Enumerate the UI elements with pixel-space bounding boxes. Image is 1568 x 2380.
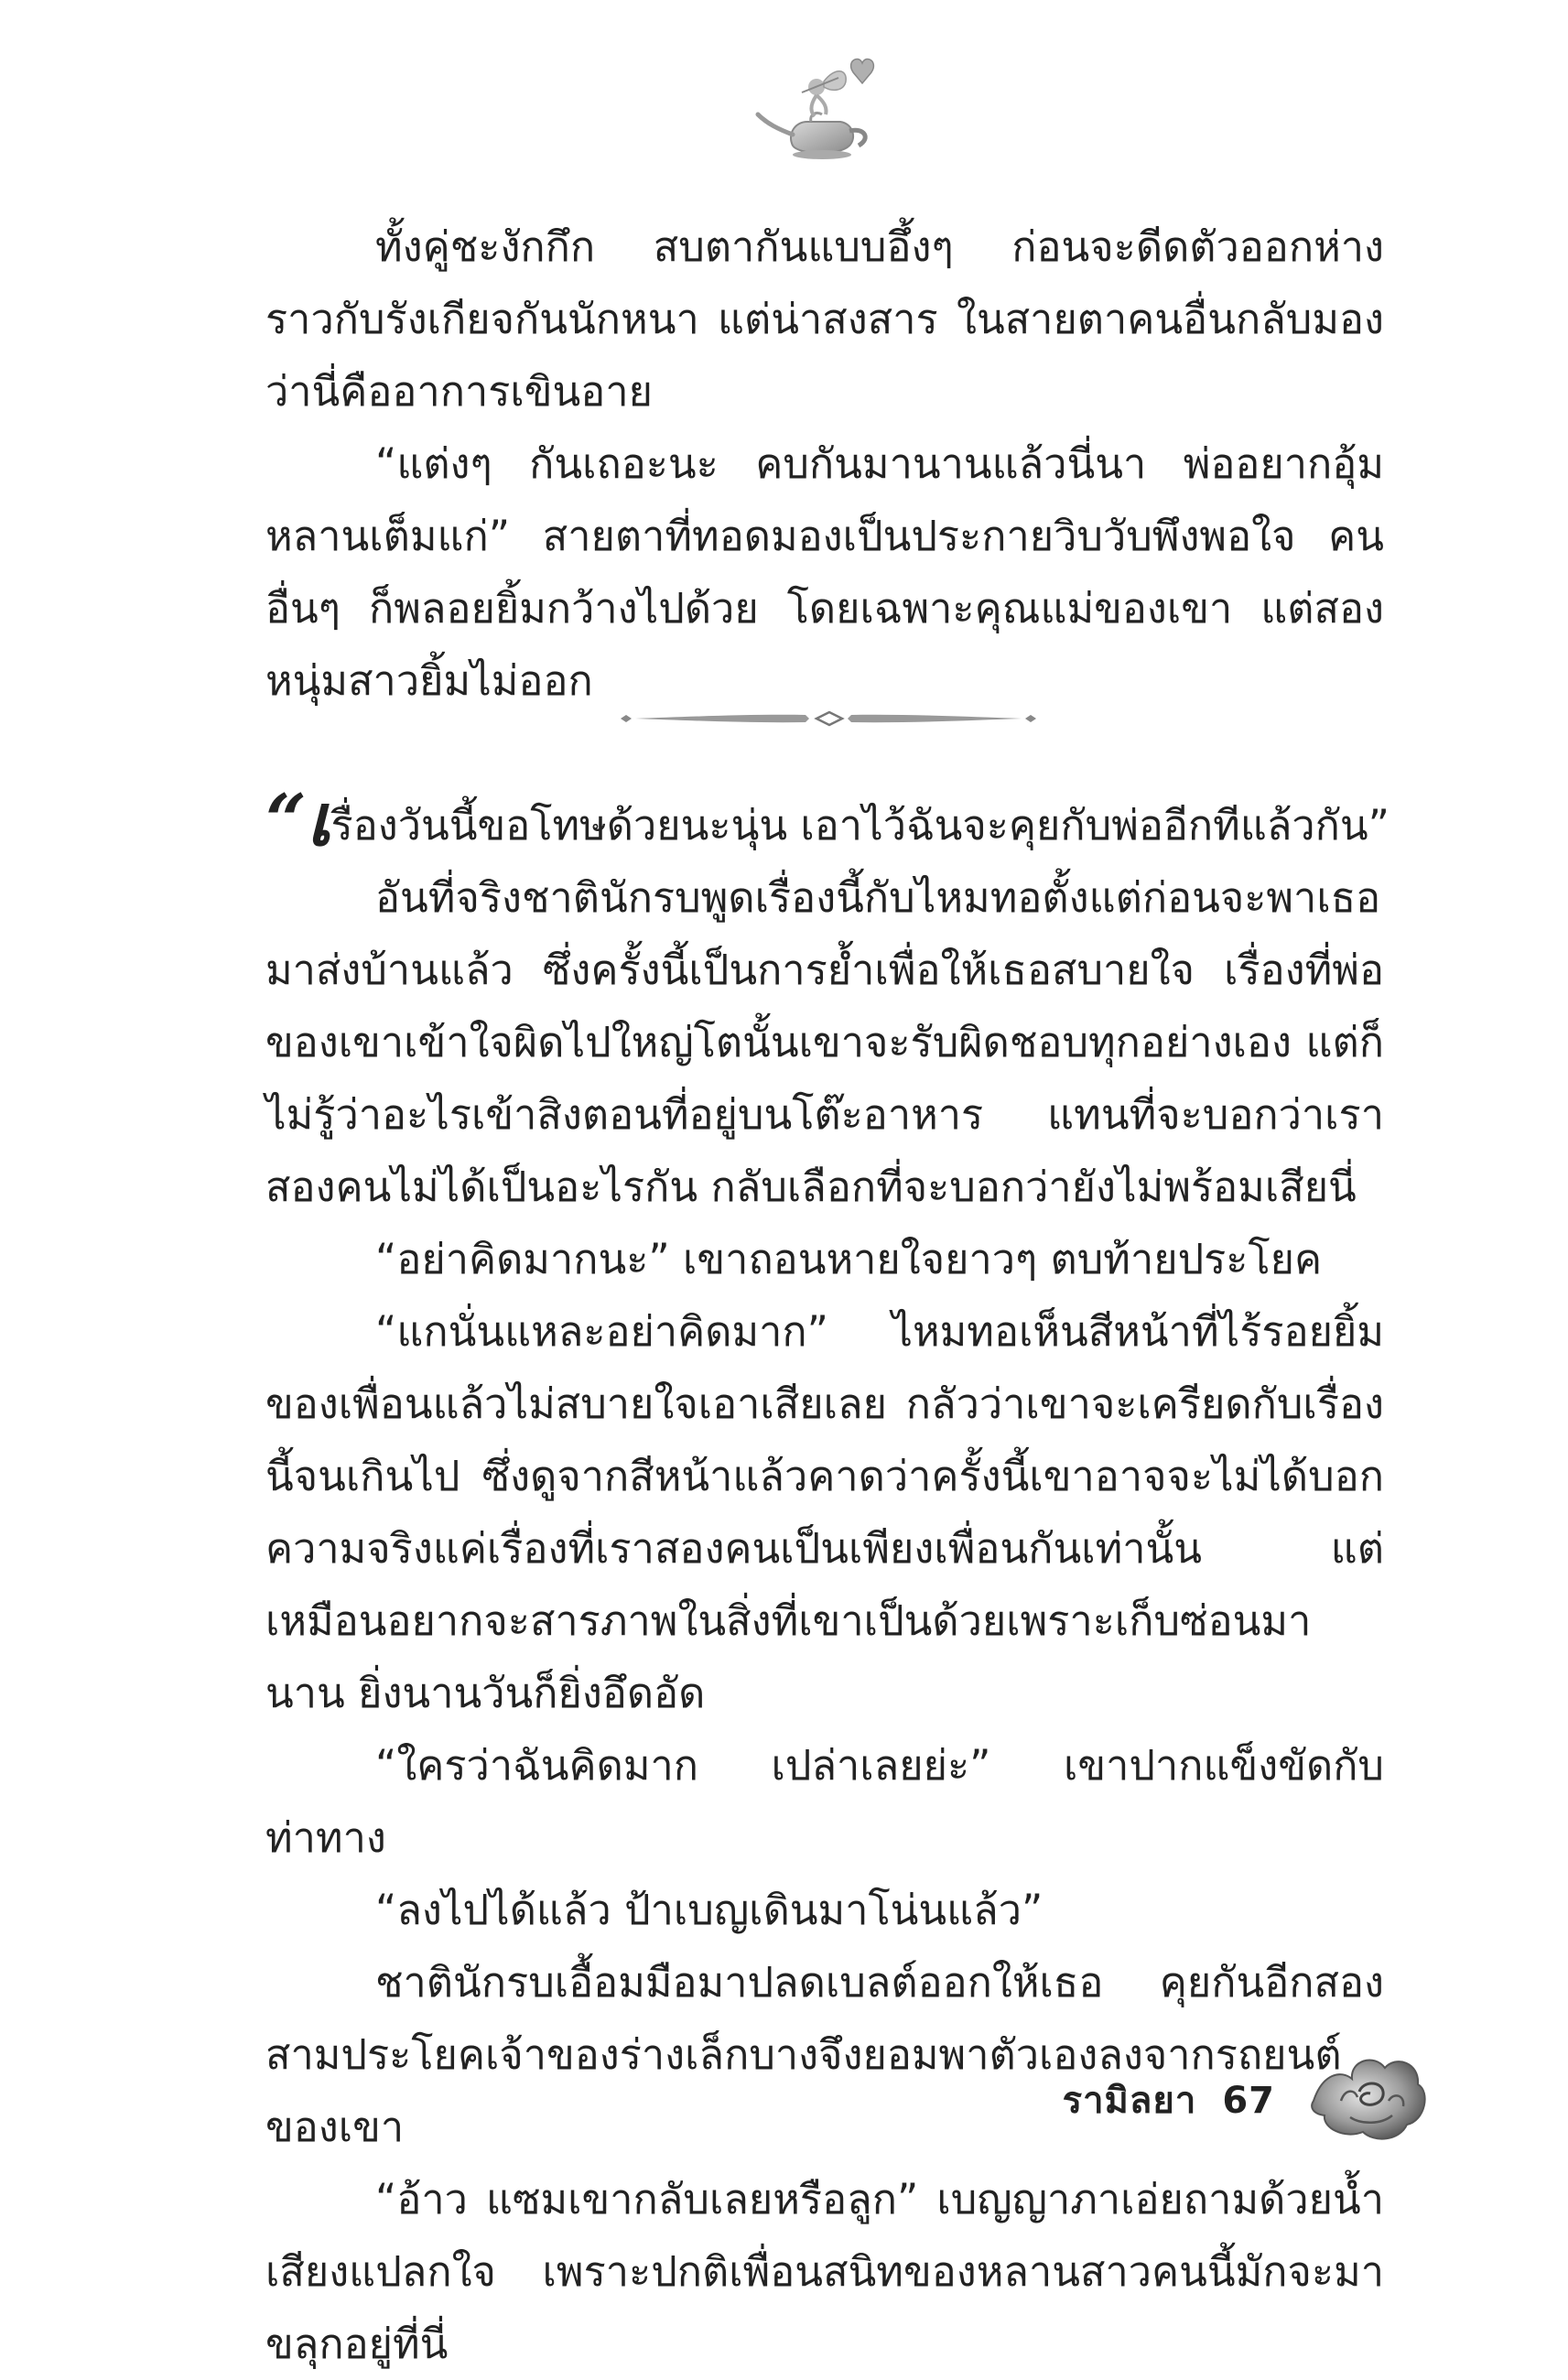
paragraph: “ใครว่าฉันคิดมาก เปล่าเลยย่ะ” เขาปากแข็งขัดกับท่าทาง [265, 1741, 1384, 1862]
dropcap-paragraph-text: รื่องวันนี้ขอโทษด้วยนะนุ่น เอาไว้ฉันจะคุยกับพ่ออีกทีแล้วกัน” [330, 801, 1390, 849]
paragraph: “แต่งๆ กันเถอะนะ คบกันมานานแล้วนี่นา พ่ออยากอุ้มหลานเต็มแก่” สายตาที่ทอดมองเป็นประกายวิบวับพึงพอใจ คนอื่นๆ ก็พลอยยิ้มกว้างไปด้วย โดยเฉพาะคุณแม่ของเขา แต่สองหนุ่มสาวยิ้มไม่ออก [265, 439, 1384, 705]
dropcap-mark: “เ [265, 779, 331, 862]
paragraph: ชาตินักรบเอื้อมมือมาปลดเบลต์ออกให้เธอ คุยกันอีกสองสามประโยคเจ้าของร่างเล็กบางจึงยอมพาตัวเองลงจากรถยนต์ของเขา [265, 1958, 1384, 2151]
page-footer [1063, 2071, 1275, 2129]
paragraph: “ลงไปได้แล้ว ป้าเบญเดินมาโน่นแล้ว” [375, 1886, 1044, 1934]
dropcap-paragraph [265, 779, 1390, 862]
paragraph: “อ้าว แซมเขากลับเลยหรือลูก” เบญญาภาเอ่ยถามด้วยน้ำเสียงแปลกใจ เพราะปกติเพื่อนสนิทของหลานสาวคนนี้มักจะมาขลุกอยู่ที่นี่ [265, 2175, 1384, 2368]
paragraph: อันที่จริงชาตินักรบพูดเรื่องนี้กับไหมทอตั้งแต่ก่อนจะพาเธอมาส่งบ้านแล้ว ซึ่งครั้งนี้เป็นการย้ำเพื่อให้เธอสบายใจ เรื่องที่พ่อของเขาเข้าใจผิดไปใหญ่โตนั้นเขาจะรับผิดชอบทุกอย่างเอง แต่ก็ไม่รู้ว่าอะไรเข้าสิงตอนที่อยู่บนโต๊ะอาหาร แทนที่จะบอกว่าเราสองคนไม่ได้เป็นอะไรกัน กลับเลือกที่จะบอกว่ายังไม่พร้อมเสียนี่ [265, 873, 1384, 1211]
paragraph: ทั้งคู่ชะงักกึก สบตากันแบบอึ้งๆ ก่อนจะดีดตัวออกห่างราวกับรังเกียจกันนักหนา แต่น่าสงสาร ในสายตาคนอื่นกลับมองว่านี่คืออาการเขินอาย [265, 222, 1384, 416]
page-number: 67 [1222, 2080, 1275, 2122]
paragraph-group-main [265, 779, 1390, 2380]
paragraph-group-top [265, 211, 1384, 717]
teapot-cupid-ornament-icon [751, 50, 897, 165]
paragraph: “อย่าคิดมากนะ” เขาถอนหายใจยาวๆ ตบท้ายประโยค [375, 1235, 1323, 1283]
ornamental-divider-icon [613, 705, 1044, 732]
rose-icon [1304, 2037, 1433, 2147]
book-title: รามิลยา [1062, 2080, 1197, 2122]
paragraph: “แกนั่นแหละอย่าคิดมาก” ไหมทอเห็นสีหน้าที่ไร้รอยยิ้มของเพื่อนแล้วไม่สบายใจเอาเสียเลย กลัวว่าเขาจะเครียดกับเรื่องนี้จนเกินไป ซึ่งดูจากสีหน้าแล้วคาดว่าครั้งนี้เขาอาจจะไม่ได้บอกความจริงแค่เรื่องที่เราสองคนเป็นเพียงเพื่อนกันเท่านั้น แต่เหมือนอยากจะสารภาพในสิ่งที่เขาเป็นด้วยเพราะเก็บซ่อนมานาน ยิ่งนานวันก็ยิ่งอึดอัด [265, 1307, 1384, 1717]
